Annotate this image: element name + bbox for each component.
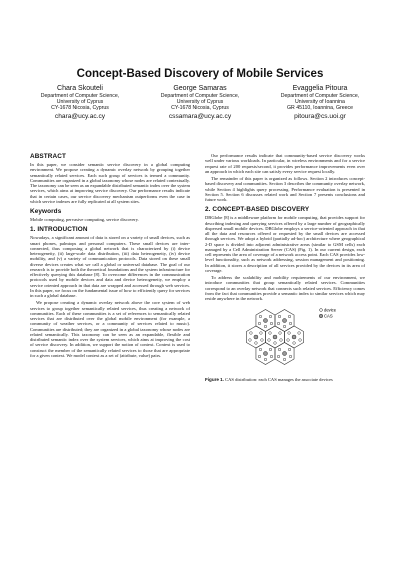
- author-addr: CY-1678 Nicosia, Cyprus: [51, 105, 109, 111]
- device-node: [269, 315, 272, 318]
- device-node: [250, 332, 253, 335]
- device-node: [289, 355, 292, 358]
- cas-node: [283, 319, 287, 323]
- keywords-heading: Keywords: [30, 208, 62, 215]
- device-node: [277, 322, 280, 325]
- device-node: [268, 339, 271, 342]
- section2-paragraph-1: DBGlobe [8] is a middleware platform for mobile computing, that provides support for describing indexing and querying services offered by a large number of geographically dispersed small mobile devices. DBGlobe employs a service-oriented approach in that all the data and resources offered or requested by the small devices are accessed through services. We adopt a hybrid (partially ad-hoc) architecture where geographical 2-D space is divided into adjacent administrative areas (similar to GSM cells) each managed by a Cell Administration Server (CAS) (Fig. 1). In our current design, each cell represents the area of coverage of a network access point. Each CAS provides low-level functionality, such as network addressing, session management and positioning. In addition, it stores a description of all services provided by the devices in its area of coverage.: [205, 215, 365, 273]
- abstract-text: In this paper, we consider semantic service discovery in a global computing environment. We propose creating a dynamic overlay network by grouping together semantically related services. Each such group of services is termed a community. Communities are organized in a global taxonomy whose nodes are related contextually. The taxonomy can be seen as an expandable distributed semantic index over the system services, which aims at improving service discovery. Our performance results indicate that in certain cases, our service discovery mechanism outperforms even the case in which service indexes are fully replicated at all system sites.: [30, 162, 190, 204]
- organization-paragraph: The remainder of this paper is organized as follows. Section 2 introduces concept-based discovery and communities. Section 3 describes the community overlay network, while Section 4 highlights query processing. Performance evaluation is presented in Section 5. Section 6 discusses related work and Section 7 presents conclusions and future work.: [205, 176, 365, 202]
- section2-paragraph-2: To address the scalability and mobility requirements of our environment, we introduce communities that group semantically related services. Communities correspond to an overlay network that connects such related services. Efficiency comes from the fact that communities provide a semantic index to similar services which may reside anywhere in the network.: [205, 275, 365, 301]
- legend-device-label: device: [324, 307, 337, 313]
- caption-text: CAS distribution: each CAS manages the associate devices: [223, 377, 333, 383]
- device-node: [260, 332, 263, 335]
- device-node: [289, 322, 292, 325]
- author-2: [140, 85, 260, 121]
- abstract-heading: ABSTRACT: [30, 153, 66, 160]
- device-node: [293, 342, 296, 345]
- cas-node: [254, 335, 258, 339]
- author-dept: Department of Computer Science,: [40, 93, 120, 99]
- figure-caption: [205, 377, 365, 382]
- device-node: [277, 355, 280, 358]
- device-node: [258, 322, 261, 325]
- device-node: [258, 355, 261, 358]
- legend-device-icon: [320, 309, 323, 312]
- device-node: [249, 339, 252, 342]
- cell-hexagons: [246, 310, 303, 365]
- keywords-text: Mobile computing, pervasive computing, service discovery.: [30, 217, 139, 222]
- left-column: [30, 153, 190, 358]
- device-node: [261, 339, 264, 342]
- cas-node: [263, 352, 267, 356]
- device-node: [264, 325, 267, 328]
- caption-label: Figure 1.: [205, 377, 224, 383]
- cas-node: [283, 352, 287, 356]
- paper-title: Concept-Based Discovery of Mobile Services: [76, 68, 324, 80]
- device-node: [299, 339, 302, 342]
- device-node: [274, 342, 277, 345]
- author-email[interactable]: pitoura@cs.uoi.gr: [294, 113, 346, 120]
- device-node: [288, 332, 291, 335]
- device-node: [270, 355, 273, 358]
- author-name: George Samaras: [173, 85, 227, 92]
- right-column: [205, 153, 365, 383]
- device-node: [283, 358, 286, 361]
- author-email[interactable]: cssamara@ucy.ac.cy: [168, 113, 232, 120]
- device-node: [287, 339, 290, 342]
- device-node: [255, 342, 258, 345]
- author-univ: University of Cyprus: [176, 99, 224, 105]
- author-1: [20, 85, 140, 121]
- author-block: [20, 85, 380, 121]
- author-name: Evaggelia Pitoura: [292, 85, 348, 92]
- intro-paragraph-1: Nowadays, a significant amount of data is stored on a variety of small devices, such as smart phones, palmtops and personal computers. These small devices are inter-connected, thus composing a global network that is characterized by (i) device heterogeneity, (ii) large-scale data distribution, (iii) data heterogeneity, (iv) device mobility, and (v) a variety of communication protocols. Data stored on these small diverse devices creates what we call a global or universal database. The goal of our research is to provide both the theoretical foundations and the system infrastructure for effectively querying this database [8]. To overcome differences in the communication protocols used by mobile devices and data and device heterogeneity, we employ a service oriented approach in that data are wrapped and accessed through web services. In this paper, we focus on the fundamental issue of how to efficiently query for services in such a global database.: [30, 235, 190, 298]
- author-univ: University of Cyprus: [56, 99, 104, 105]
- device-node: [279, 332, 282, 335]
- device-node: [283, 325, 286, 328]
- device-node: [264, 358, 267, 361]
- device-node: [298, 332, 301, 335]
- cas-node: [263, 319, 267, 323]
- intro-paragraph-2: We propose creating a dynamic overlay network above the core system of web services to group together semantically related services, thus creating a network of communities. Each of these communities is a set of references to semantically related services that are distributed over the global mobile environment (for example, a community of weather services, or a community of services related to music). Communities are distributed; they are organized in a global taxonomy whose nodes are related semantically. This taxonomy can be seen as an expandable, flexible and distributed semantic index over the system services, which aims at improving the cost of service discovery. In addition, we support the notion of context. Context is used to construct the member of the semantically related services to those that are appropriate for a given context. We model context as a set of (attribute, value) pairs.: [30, 300, 190, 358]
- cas-node: [292, 335, 296, 339]
- device-node: [280, 339, 283, 342]
- legend-cas-label: CAS: [324, 313, 333, 319]
- figure-legend: [319, 308, 337, 319]
- legend-cas-icon: [319, 314, 323, 318]
- device-node: [259, 348, 262, 351]
- author-3: [260, 85, 380, 121]
- author-email[interactable]: chara@ucy.ac.cy: [54, 113, 106, 120]
- section2-heading: 2. CONCEPT-BASED DISCOVERY: [205, 206, 310, 214]
- device-node: [278, 348, 281, 351]
- device-node: [259, 315, 262, 318]
- device-node: [288, 315, 291, 318]
- device-node: [270, 322, 273, 325]
- intro-heading: 1. INTRODUCTION: [30, 226, 88, 234]
- author-dept: Department of Computer Science,: [280, 93, 360, 99]
- performance-paragraph: Our performance results indicate that community-based service discovery works well under various workloads. In particular, in wireless environments and for a service request rate of 200 requests/second, it provides performance improvements even over an approach in which each site can satisfy every service request locally.: [205, 153, 365, 174]
- device-node: [288, 348, 291, 351]
- device-node: [269, 332, 272, 335]
- cas-distribution-figure: [205, 304, 365, 370]
- author-univ: University of Ioannina: [295, 99, 345, 105]
- cas-node: [273, 335, 277, 339]
- author-name: Chara Skouteli: [57, 85, 103, 92]
- author-addr: CY-1678 Nicosia, Cyprus: [171, 105, 229, 111]
- author-addr: GR 45110, Ioannina, Greece: [287, 105, 353, 111]
- device-node: [278, 315, 281, 318]
- author-dept: Department of Computer Science,: [160, 93, 240, 99]
- device-node: [269, 348, 272, 351]
